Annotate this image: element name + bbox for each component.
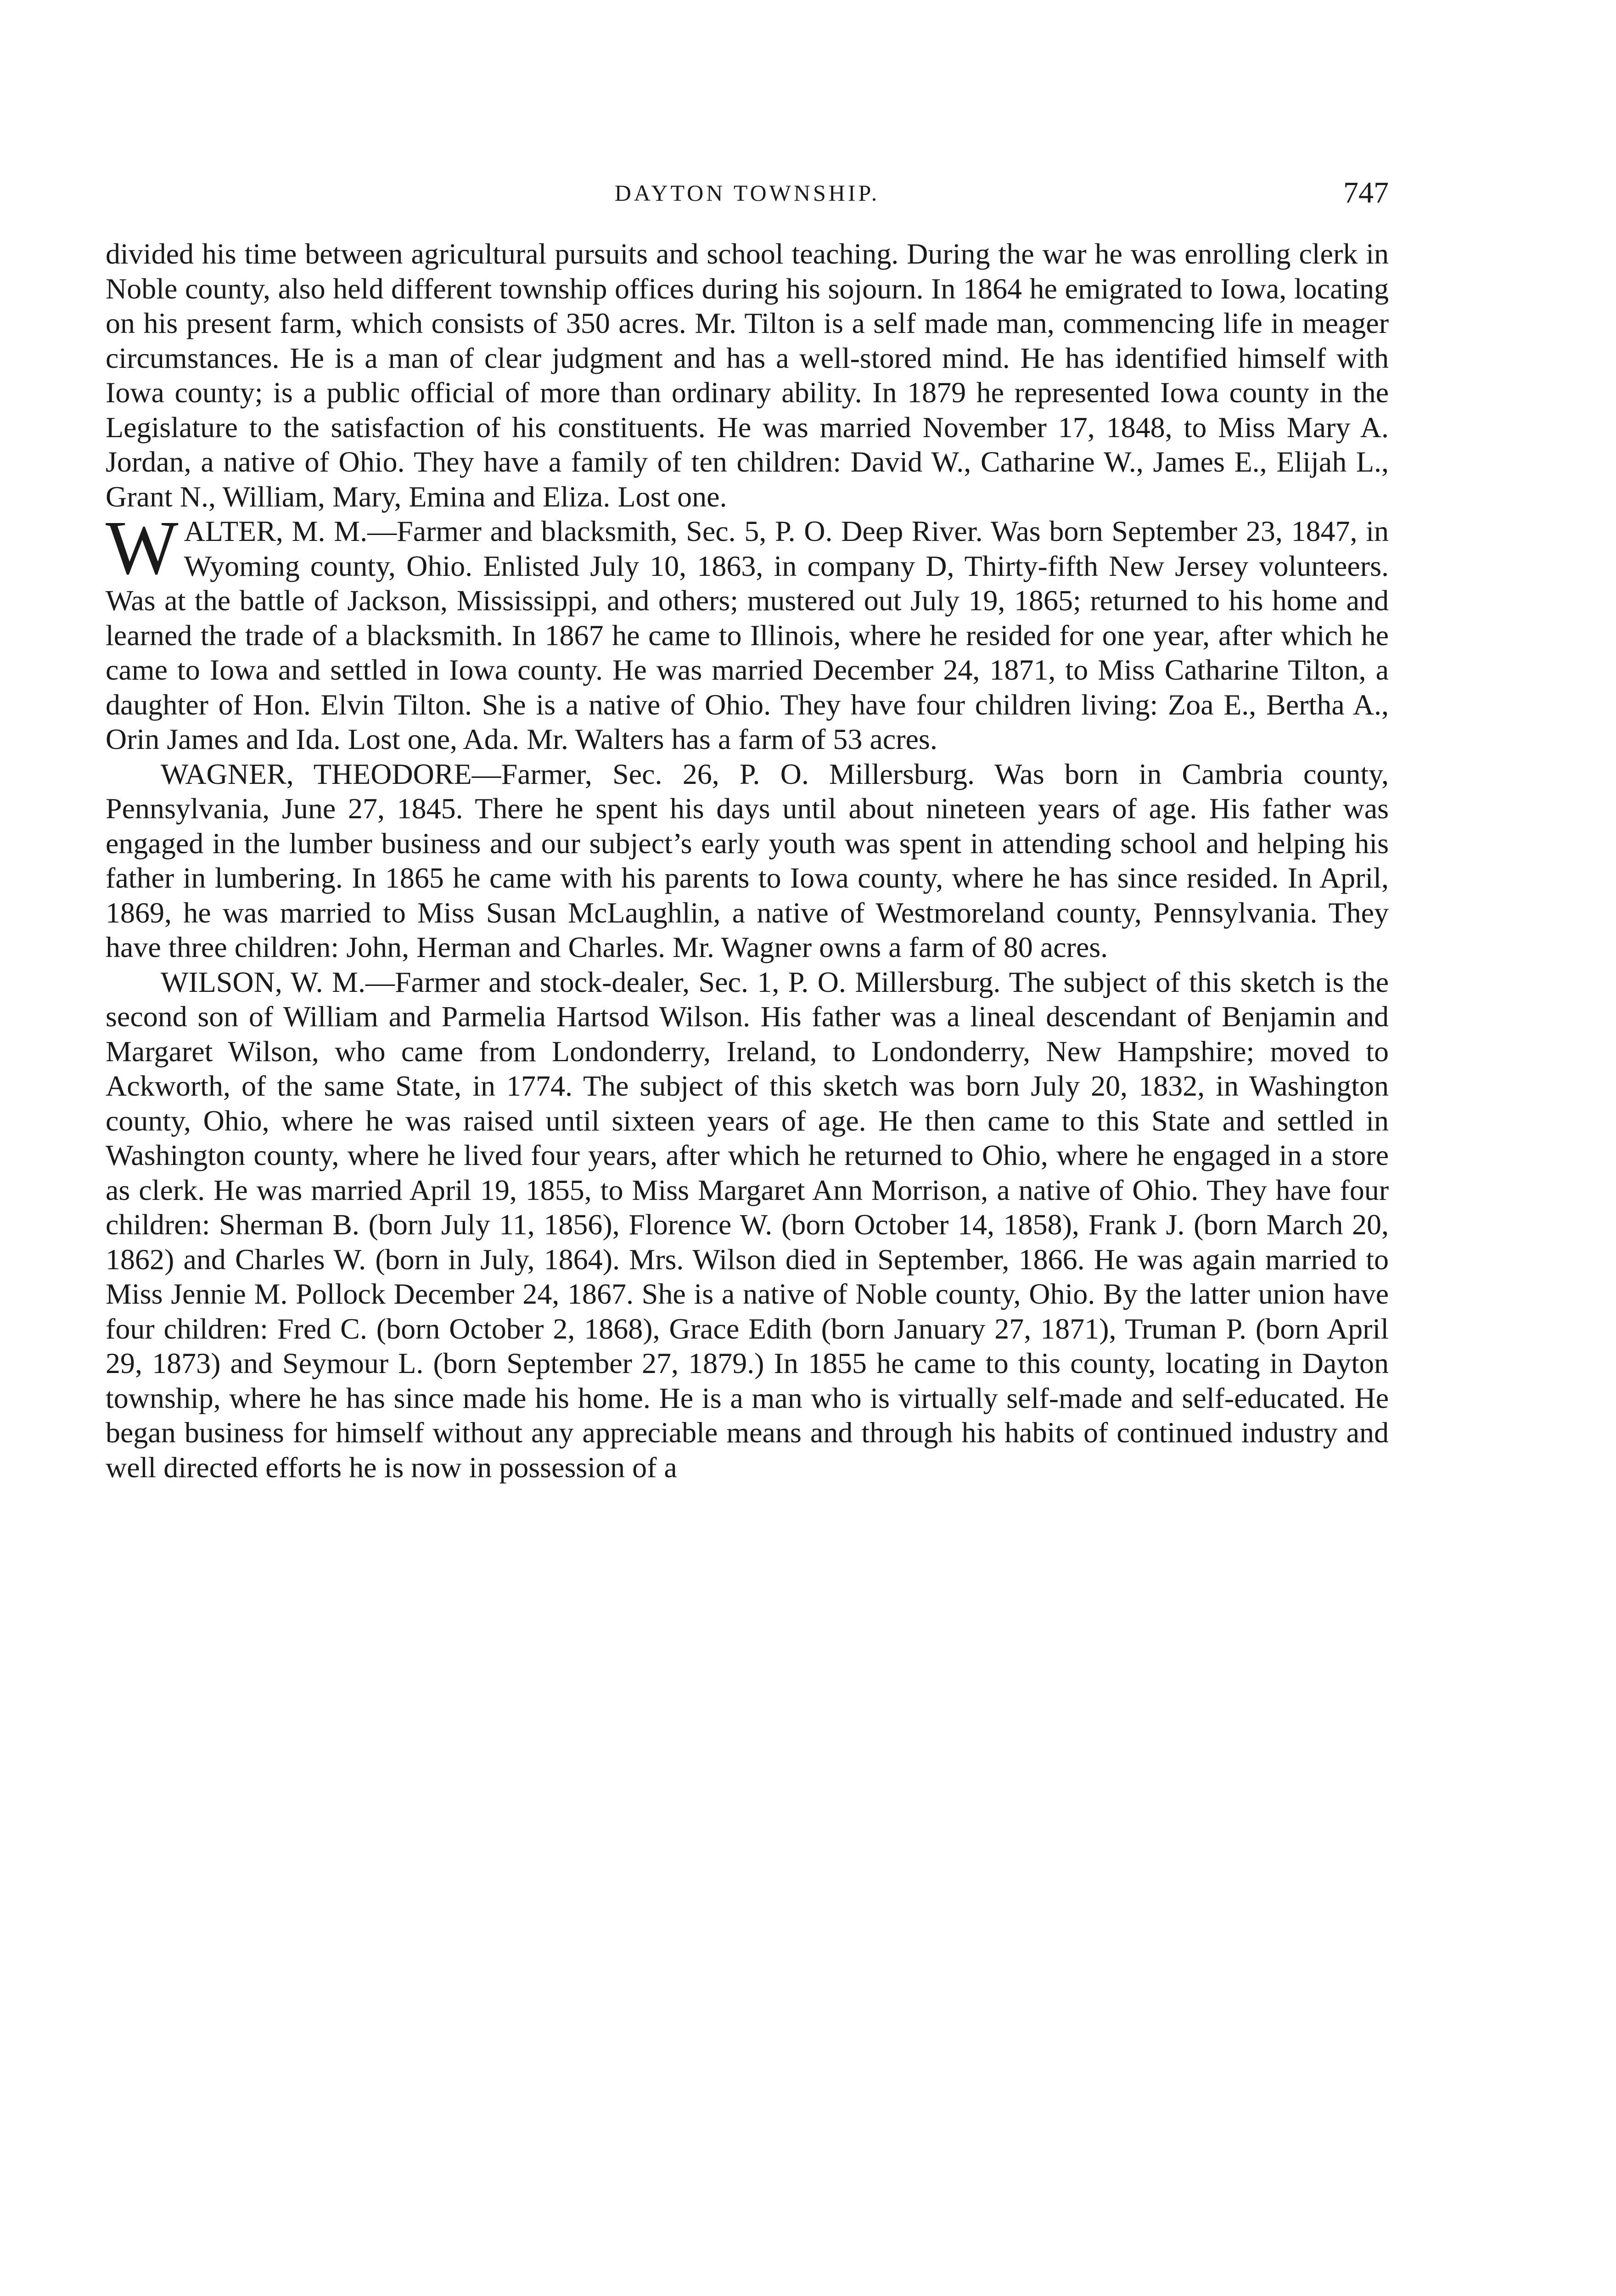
page-number: 747 [1343, 176, 1389, 209]
running-title: DAYTON TOWNSHIP. [614, 180, 880, 206]
paragraph-wagner-entry: WAGNER, THEODORE—Farmer, Sec. 26, P. O. Millersburg. Was born in Cambria county, Pennsylvania, June 27, 1845. There he spent his days until about nineteen years of age. His father was engaged in the lumber business and our subject’s early youth was spent in attending school and helping his father in lumbering. In 1865 he came with his parents to Iowa county, where he has since resided. In April, 1869, he was married to Miss Susan McLaughlin, a native of Westmoreland county, Pennsylvania. They have three children: John, Herman and Charles. Mr. Wagner owns a farm of 80 acres. [106, 757, 1389, 963]
paragraph-wilson-entry: WILSON, W. M.—Farmer and stock-dealer, Sec. 1, P. O. Millersburg. The subject of this sketch is the second son of William and Parmelia Hartsod Wilson. His father was a lineal descendant of Benjamin and Margaret Wilson, who came from Londonderry, Ireland, to Londonderry, New Hampshire; moved to Ackworth, of the same State, in 1774. The subject of this sketch was born July 20, 1832, in Washington county, Ohio, where he was raised until sixteen years of age. He then came to this State and settled in Washington county, where he lived four years, after which he returned to Ohio, where he engaged in a store as clerk. He was married April 19, 1855, to Miss Margaret Ann Morrison, a native of Ohio. They have four children: Sherman B. (born July 11, 1856), Florence W. (born October 14, 1858), Frank J. (born March 20, 1862) and Charles W. (born in July, 1864). Mrs. Wilson died in September, 1866. He was again married to Miss Jennie M. Pollock December 24, 1867. She is a native of Noble county, Ohio. By the latter union have four children: Fred C. (born October 2, 1868), Grace Edith (born January 27, 1871), Truman P. (born April 29, 1873) and Seymour L. (born September 27, 1879.) In 1855 he came to this county, locating in Dayton township, where he has since made his home. He is a man who is virtually self-made and self-educated. He began business for himself without any appreciable means and through his habits of continued industry and well directed efforts he is now in possession of a [106, 965, 1389, 1484]
body-text [106, 236, 1389, 1485]
page-header [106, 172, 1389, 214]
paragraph-tilton-continued: divided his time between agricultural pursuits and school teaching. During the war he was enrolling clerk in Noble county, also held different township offices during his sojourn. In 1864 he emigrated to Iowa, locating on his present farm, which consists of 350 acres. Mr. Tilton is a self made man, commencing life in meager circumstances. He is a man of clear judgment and has a well-stored mind. He has identified himself with Iowa county; is a public official of more than ordinary ability. In 1879 he represented Iowa county in the Legislature to the satisfaction of his constituents. He was married November 17, 1848, to Miss Mary A. Jordan, a native of Ohio. They have a family of ten children: David W., Catharine W., James E., Elijah L., Grant N., William, Mary, Emina and Eliza. Lost one. [106, 237, 1389, 513]
drop-cap: W [106, 505, 179, 591]
paragraph-walter-entry [106, 505, 1389, 757]
paragraph-walter-text: ALTER, M. M.—Farmer and blacksmith, Sec. 5, P. O. Deep River. Was born September 23, 1847, in Wyoming county, Ohio. Enlisted July 10, 1863, in company D, Thirty-fifth New Jersey volunteers. Was at the battle of Jackson, Mississippi, and others; mustered out July 19, 1865; returned to his home and learned the trade of a blacksmith. In 1867 he came to Illinois, where he resided for one year, after which he came to Iowa and settled in Iowa county. He was married December 24, 1871, to Miss Catharine Tilton, a daughter of Hon. Elvin Tilton. She is a native of Ohio. They have four children living: Zoa E., Bertha A., Orin James and Ida. Lost one, Ada. Mr. Walters has a farm of 53 acres. [106, 515, 1389, 755]
